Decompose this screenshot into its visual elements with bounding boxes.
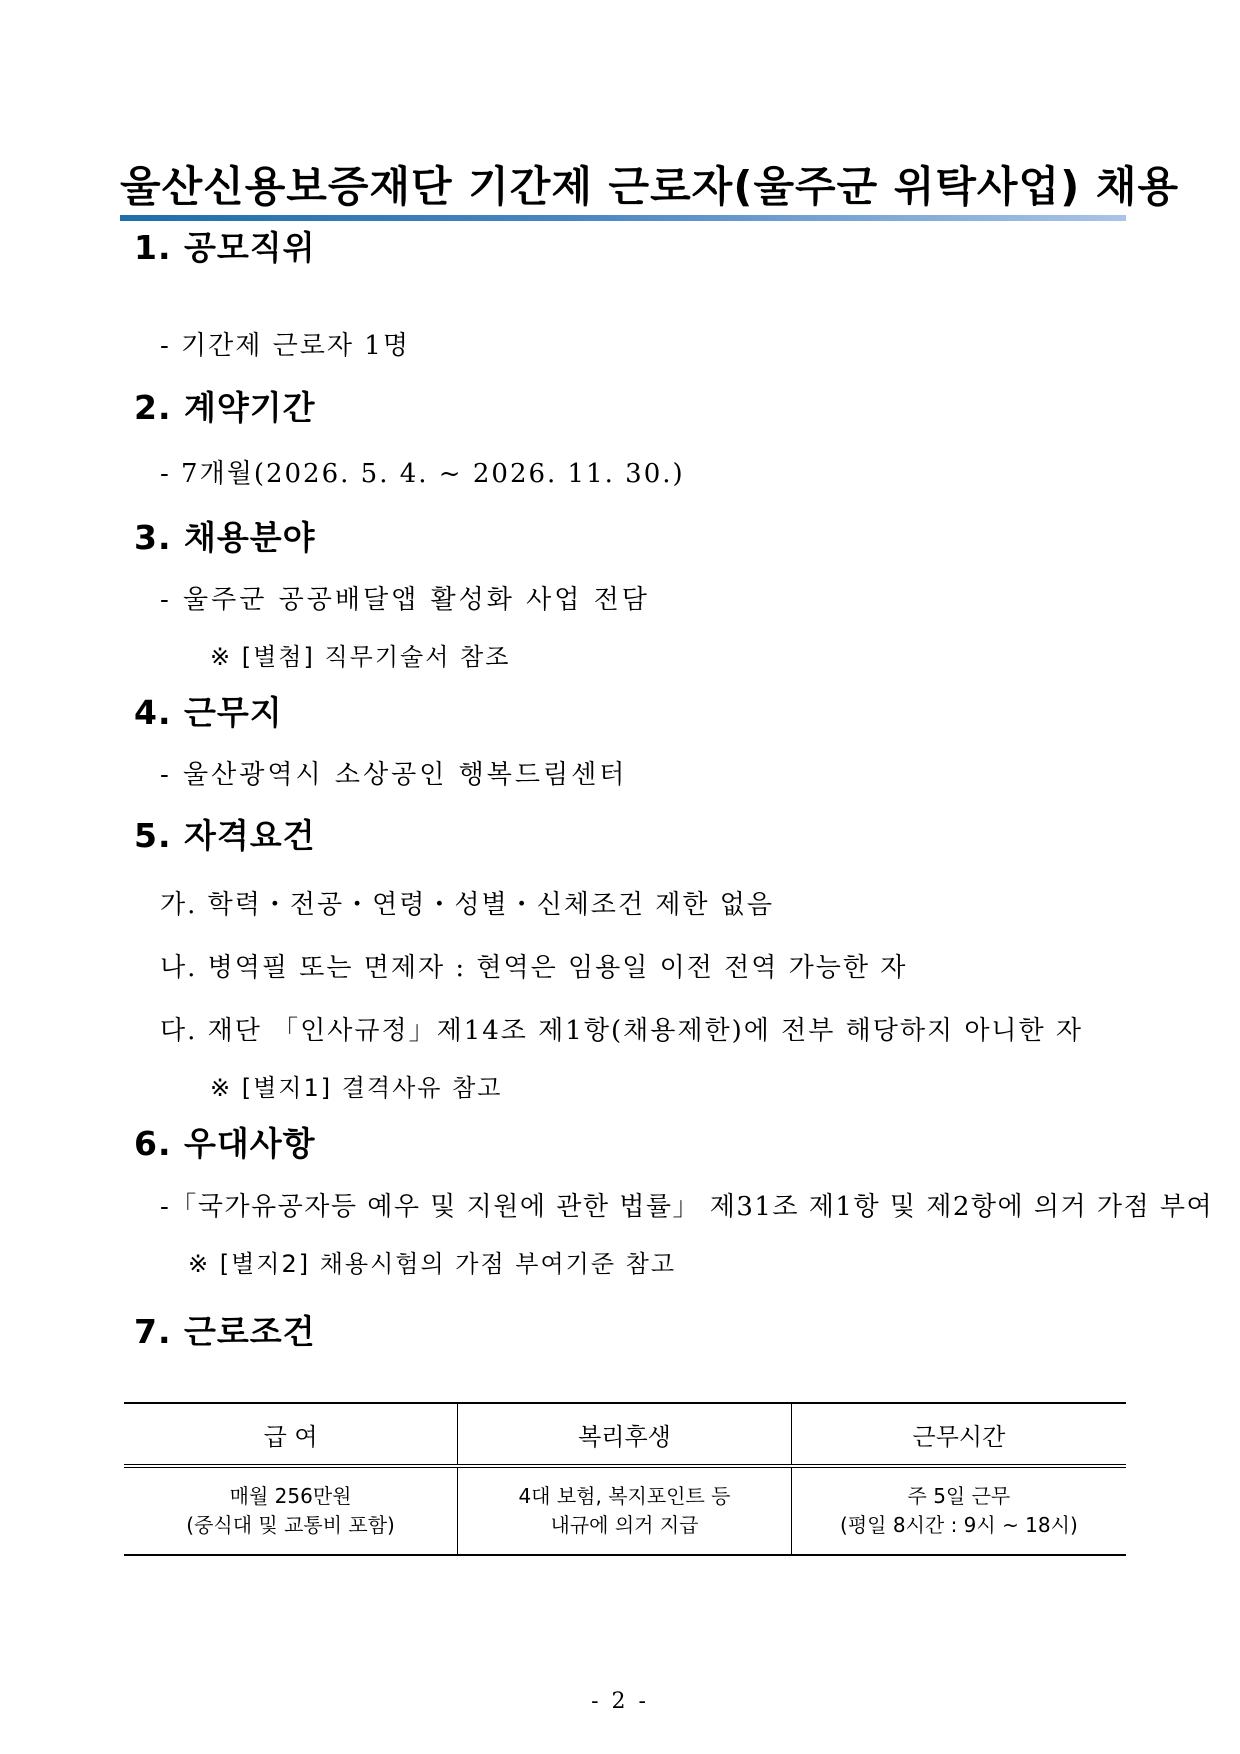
work-conditions-table bbox=[124, 1402, 1126, 1556]
cell-line: 매월 256만원 bbox=[229, 1484, 352, 1508]
section-heading-work-conditions: 7. 근로조건 bbox=[134, 1312, 316, 1351]
qualification-item: 다. 재단 「인사규정」제14조 제1항(채용제한)에 전부 해당하지 아니한 자 bbox=[160, 1016, 1084, 1046]
section-heading-workplace: 4. 근무지 bbox=[134, 693, 283, 732]
table-cell-hours bbox=[791, 1466, 1126, 1555]
section-heading-preferences: 6. 우대사항 bbox=[134, 1124, 316, 1163]
qualification-note: ※ [별지1] 결격사유 참고 bbox=[210, 1074, 503, 1102]
qualification-item: 나. 병역필 또는 면제자 : 현역은 임용일 이전 전역 가능한 자 bbox=[160, 953, 908, 983]
cell-line: (중식대 및 교통비 포함) bbox=[186, 1513, 395, 1537]
section-heading-position: 1. 공모직위 bbox=[134, 228, 316, 267]
title-underline bbox=[120, 215, 1126, 221]
table-cell-salary bbox=[124, 1466, 458, 1555]
page-number: - 2 - bbox=[591, 1689, 649, 1714]
table-header-cell: 급 여 bbox=[124, 1403, 458, 1466]
qualification-item: 가. 학력・전공・연령・성별・신체조건 제한 없음 bbox=[160, 890, 775, 920]
field-item: - 울주군 공공배달앱 활성화 사업 전담 bbox=[160, 585, 650, 615]
cell-line: 내규에 의거 지급 bbox=[550, 1513, 699, 1537]
table-cell-benefits bbox=[458, 1466, 792, 1555]
document-title: 울산신용보증재단 기간제 근로자(울주군 위탁사업) 채용 bbox=[120, 162, 1180, 211]
cell-line: 주 5일 근무 bbox=[907, 1484, 1011, 1508]
cell-line: 4대 보험, 복지포인트 등 bbox=[518, 1484, 731, 1508]
cell-line: (평일 8시간 : 9시 ~ 18시) bbox=[840, 1513, 1078, 1537]
preference-item: -「국가유공자등 예우 및 지원에 관한 법률」 제31조 제1항 및 제2항에 의거 가점 부여 bbox=[160, 1192, 1214, 1222]
field-note: ※ [별첨] 직무기술서 참조 bbox=[210, 643, 511, 671]
section-heading-qualifications: 5. 자격요건 bbox=[134, 816, 316, 855]
table-header-cell: 근무시간 bbox=[791, 1403, 1126, 1466]
table-header-row bbox=[124, 1403, 1126, 1466]
section-heading-field: 3. 채용분야 bbox=[134, 518, 316, 557]
position-item: - 기간제 근로자 1명 bbox=[160, 331, 410, 361]
preference-note: ※ [별지2] 채용시험의 가점 부여기준 참고 bbox=[188, 1250, 677, 1278]
table-header-cell: 복리후생 bbox=[458, 1403, 792, 1466]
contract-period-item: - 7개월(2026. 5. 4. ~ 2026. 11. 30.) bbox=[160, 459, 685, 489]
table-row bbox=[124, 1466, 1126, 1555]
workplace-item: - 울산광역시 소상공인 행복드림센터 bbox=[160, 760, 628, 790]
section-heading-contract-period: 2. 계약기간 bbox=[134, 388, 316, 427]
